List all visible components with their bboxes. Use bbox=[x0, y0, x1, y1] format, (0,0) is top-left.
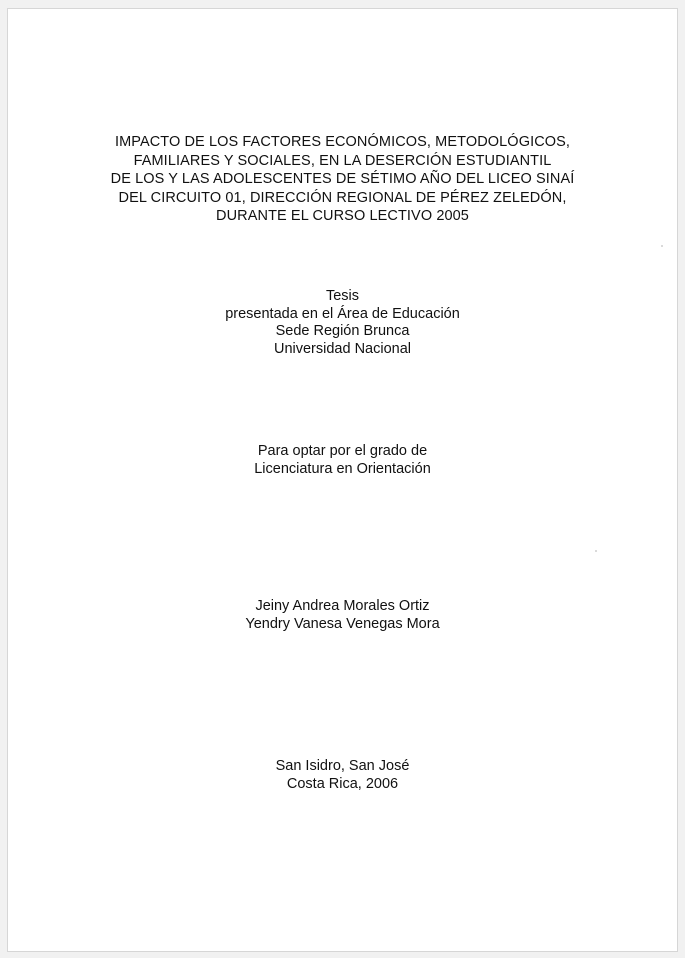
degree-block bbox=[8, 443, 677, 478]
degree-intro: Para optar por el grado de bbox=[257, 443, 428, 459]
document-type: Tesis bbox=[325, 288, 360, 304]
title-line-1: IMPACTO DE LOS FACTORES ECONÓMICOS, METODOLÓGICOS, bbox=[114, 134, 571, 150]
thesis-title bbox=[8, 133, 677, 226]
scan-speck bbox=[661, 245, 663, 247]
degree-name: Licenciatura en Orientación bbox=[254, 460, 431, 477]
city: San Isidro, San José bbox=[275, 758, 410, 774]
university-name: Universidad Nacional bbox=[273, 340, 411, 357]
title-line-4: DEL CIRCUITO 01, DIRECCIÓN REGIONAL DE PÉREZ ZELEDÓN, bbox=[118, 189, 567, 206]
author-1: Jeiny Andrea Morales Ortiz bbox=[255, 598, 430, 614]
place-date-block bbox=[8, 758, 677, 793]
title-line-3: DE LOS Y LAS ADOLESCENTES DE SÉTIMO AÑO DEL LICEO SINAÍ bbox=[110, 171, 575, 187]
document-page bbox=[7, 8, 678, 952]
campus-name: Sede Región Brunca bbox=[275, 323, 410, 339]
title-line-5: DURANTE EL CURSO LECTIVO 2005 bbox=[216, 208, 469, 224]
author-2: Yendry Vanesa Venegas Mora bbox=[245, 615, 440, 632]
scan-speck bbox=[595, 550, 597, 552]
country-year: Costa Rica, 2006 bbox=[286, 775, 399, 792]
authors-block bbox=[8, 598, 677, 633]
title-line-2: FAMILIARES Y SOCIALES, EN LA DESERCIÓN ESTUDIANTIL bbox=[133, 152, 552, 169]
presented-in-area: presentada en el Área de Educación bbox=[225, 305, 460, 322]
presentation-block bbox=[8, 288, 677, 358]
